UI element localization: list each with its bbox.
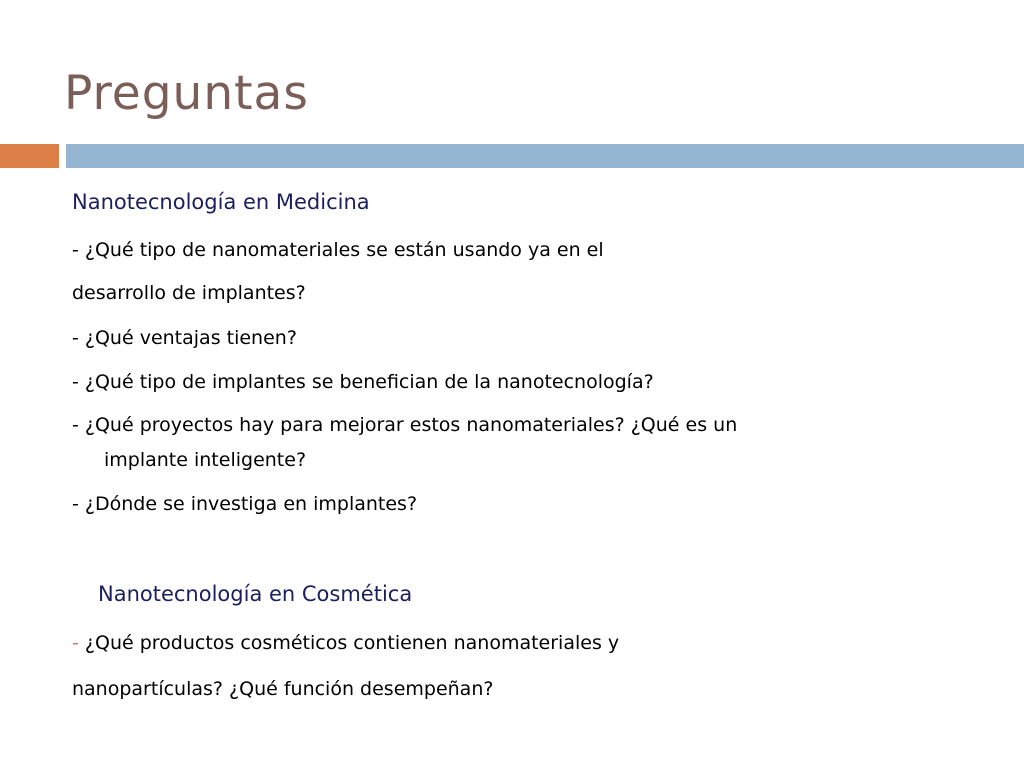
accent-bar-blue (66, 144, 1024, 168)
medicine-question-1: - ¿Qué tipo de nanomateriales se están usando ya en el (72, 239, 604, 261)
section-heading-cosmetics: Nanotecnología en Cosmética (98, 582, 413, 606)
medicine-question-4-continued: implante inteligente? (104, 449, 307, 471)
cosmetics-question-1-continued: nanopartículas? ¿Qué función desempeñan? (72, 678, 494, 700)
medicine-question-1-continued: desarrollo de implantes? (72, 282, 306, 304)
accent-bar-orange (0, 144, 59, 168)
cosmetics-question-1-text: ¿Qué productos cosméticos contienen nanomateriales y (78, 632, 620, 654)
medicine-question-5: - ¿Dónde se investiga en implantes? (72, 493, 418, 515)
medicine-question-4: - ¿Qué proyectos hay para mejorar estos nanomateriales? ¿Qué es un (72, 414, 738, 436)
section-heading-medicine: Nanotecnología en Medicina (72, 190, 370, 214)
cosmetics-dash: - (72, 632, 79, 654)
cosmetics-question-1 (72, 631, 619, 655)
medicine-question-3: - ¿Qué tipo de implantes se benefician de la nanotecnología? (72, 371, 654, 393)
slide-title: Preguntas (64, 66, 309, 121)
medicine-question-2: - ¿Qué ventajas tienen? (72, 327, 297, 349)
